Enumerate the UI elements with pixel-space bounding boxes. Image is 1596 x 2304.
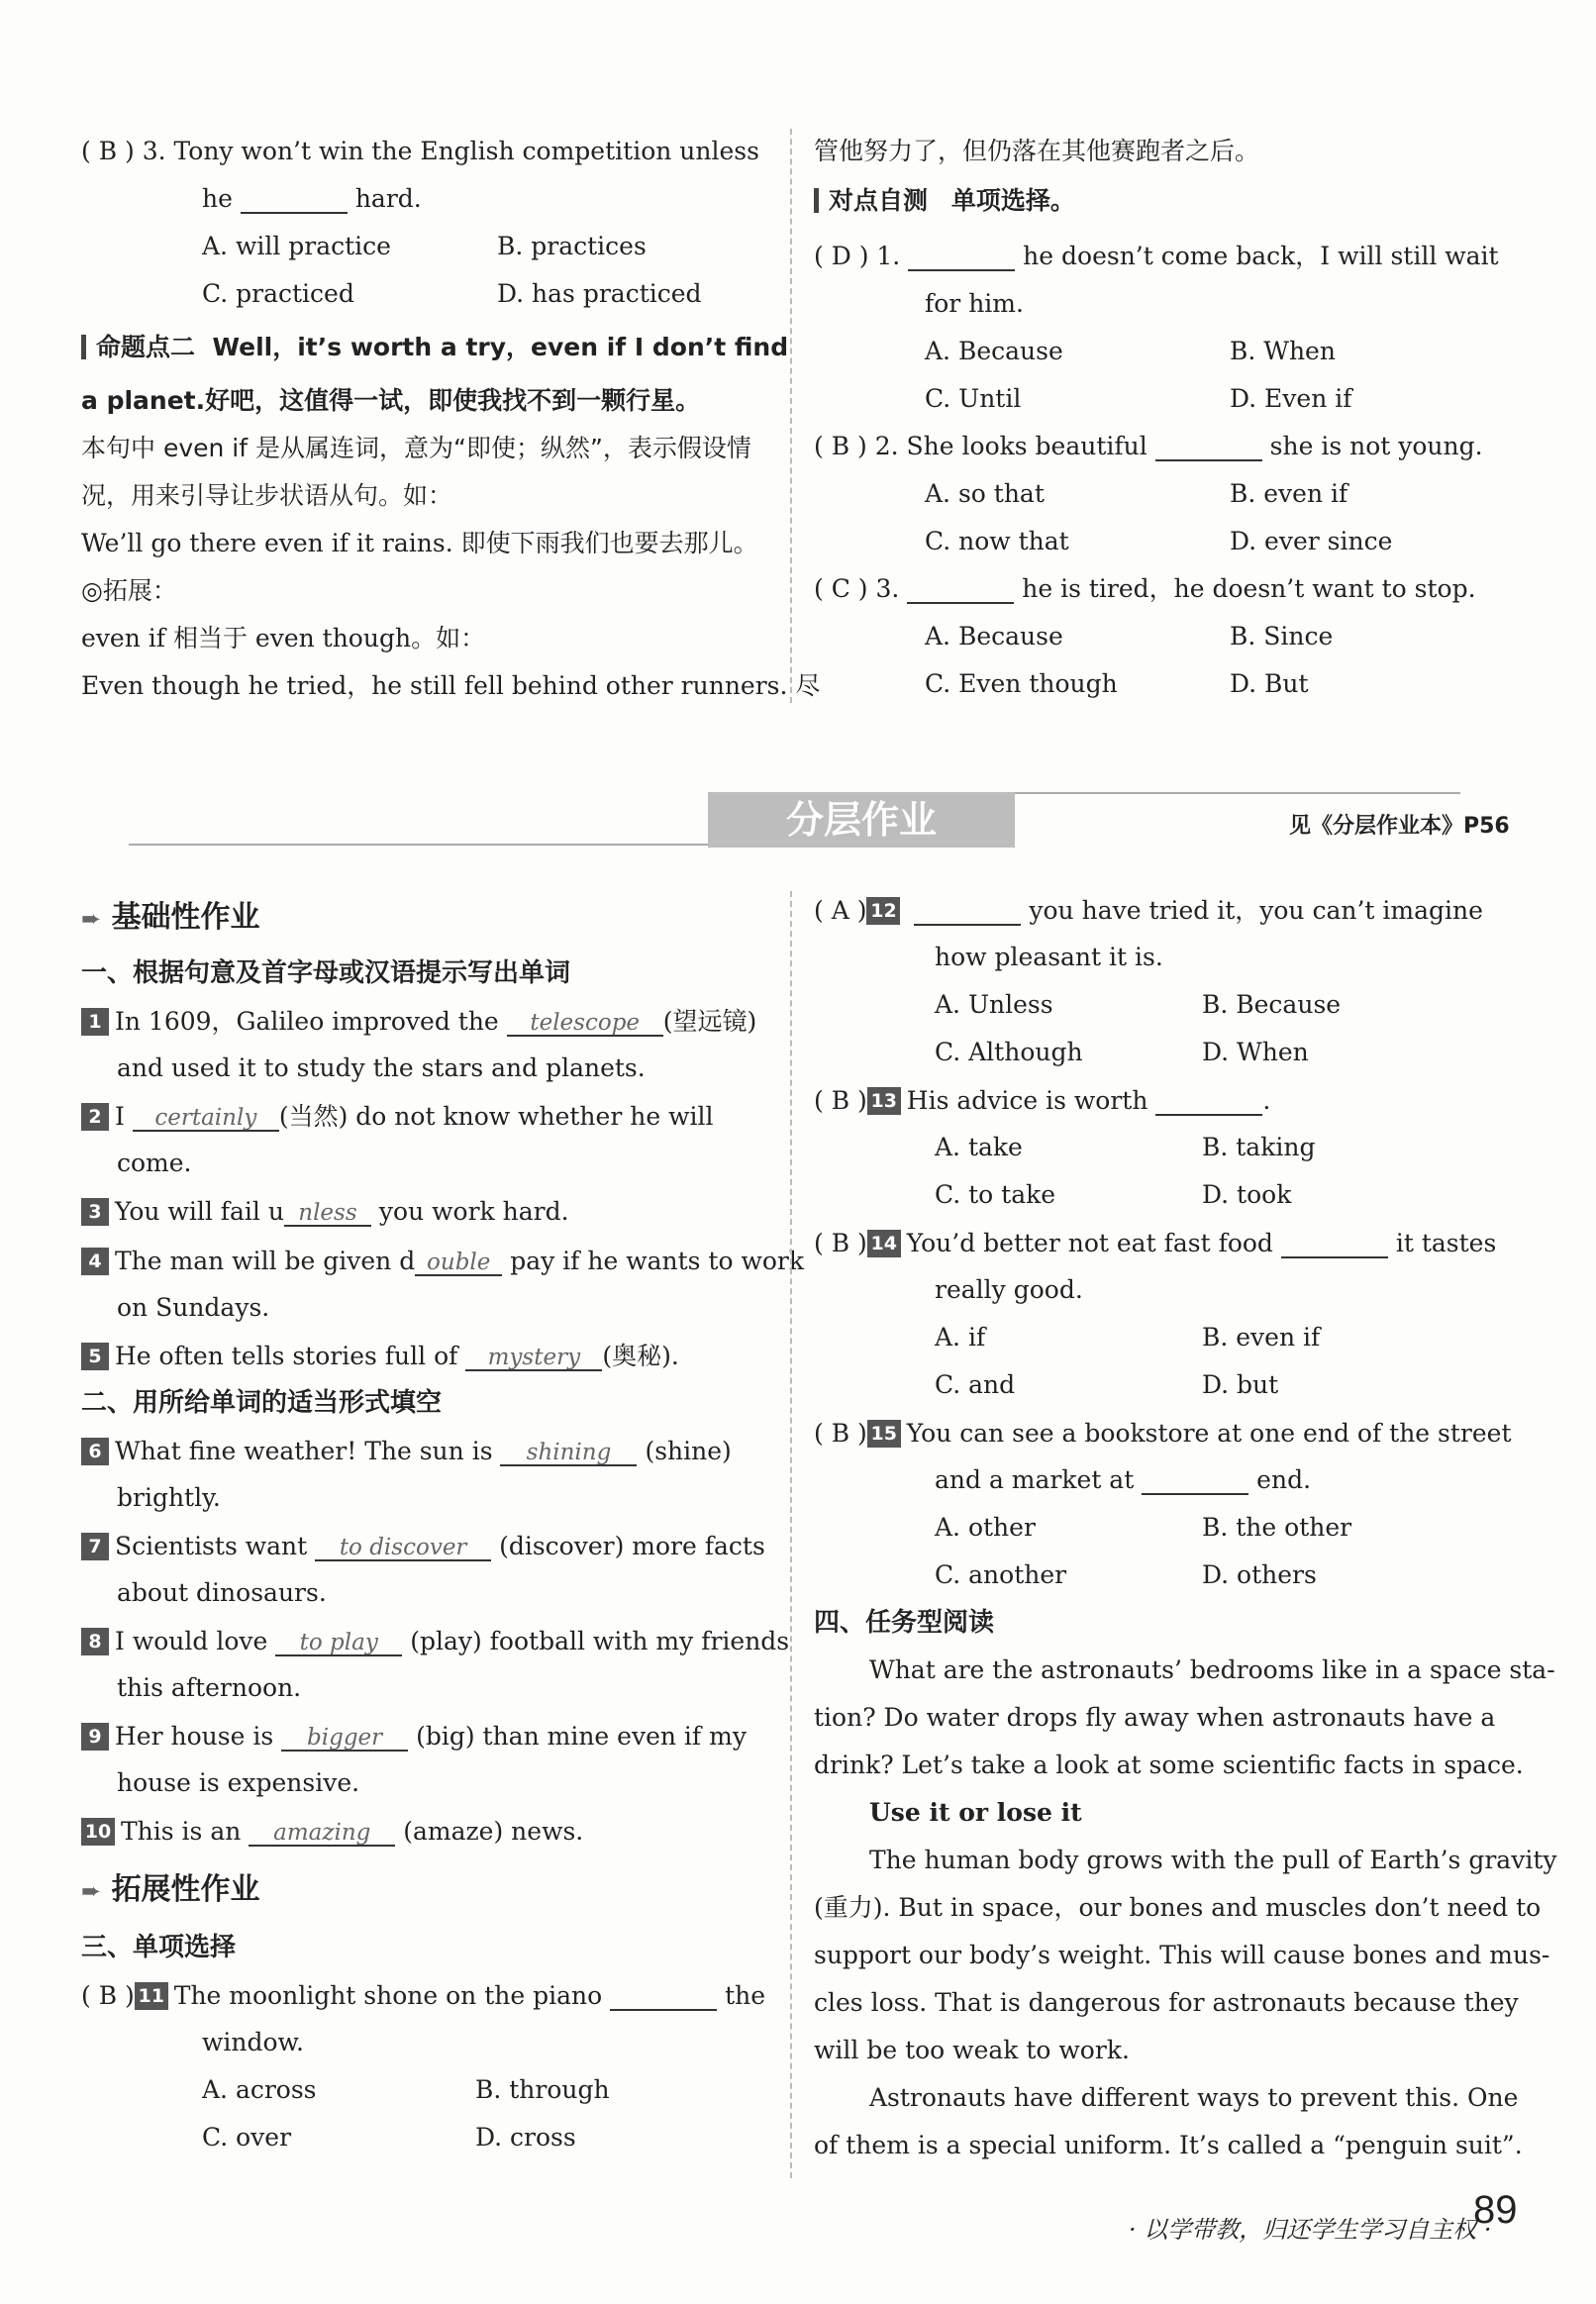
explanation-line2: 况，用来引导让步状语从句。如：	[81, 481, 453, 510]
option-c: C. over	[202, 2123, 292, 2152]
question-stem: it tastes	[1395, 1229, 1497, 1257]
point2-heading-line2	[81, 388, 700, 413]
filled-answer: telescope	[507, 1012, 663, 1037]
question-number: 2.	[874, 432, 899, 460]
extension-label: ◎拓展：	[81, 576, 177, 605]
item-5	[81, 1343, 679, 1371]
q15-line2	[935, 1467, 1311, 1495]
option-a: A. take	[935, 1133, 1023, 1161]
item-text: (play) football with my friends	[410, 1627, 790, 1655]
item-number: 15	[867, 1420, 901, 1448]
item-number: 5	[81, 1343, 109, 1370]
item-4-line1	[81, 1248, 804, 1276]
answer-blank	[1281, 1234, 1388, 1258]
item-text: This is an	[121, 1817, 242, 1846]
item-number: 4	[81, 1248, 109, 1275]
option-d: D. But	[1230, 669, 1309, 698]
option-d: D. Even if	[1230, 384, 1352, 413]
reading-p1-line1: What are the astronauts’ bedrooms like in a space sta-	[869, 1655, 1555, 1684]
answer-blank	[610, 1986, 717, 2011]
q14-line1	[814, 1230, 1496, 1258]
option-c: C. Even though	[925, 669, 1118, 698]
question-stem: You can see a bookstore at one end of the street	[906, 1419, 1512, 1448]
q14-line2: really good.	[935, 1275, 1083, 1304]
option-a: A. other	[935, 1513, 1036, 1542]
reading-p3-line2: of them is a special uniform. It’s called a “penguin suit”.	[814, 2131, 1523, 2159]
self-test-heading	[814, 188, 1075, 213]
item-number: 13	[867, 1087, 901, 1115]
question-number: 3.	[875, 574, 900, 603]
reading-p3-line1: Astronauts have different ways to prevent this. One	[869, 2083, 1519, 2112]
part4-heading: 四、任务型阅读	[814, 1608, 995, 1638]
item-text: (amaze) news.	[403, 1817, 584, 1846]
banner-reference: 见《分层作业本》P56	[1289, 814, 1510, 839]
item-number: 11	[135, 1982, 168, 2010]
question-stem: The moonlight shone on the piano	[173, 1981, 603, 2010]
question-number: 3.	[142, 137, 166, 165]
banner-rule-right	[1015, 792, 1460, 794]
item-1-line1	[81, 1008, 756, 1037]
option-b: B. Since	[1230, 622, 1334, 651]
item-7-line2: about dinosaurs.	[117, 1578, 327, 1607]
item-text: The man will be given d	[115, 1247, 416, 1275]
item-3	[81, 1198, 569, 1227]
option-b: B. even if	[1230, 479, 1348, 508]
answer-blank	[908, 247, 1015, 271]
filled-answer: to play	[275, 1632, 402, 1656]
column-divider-bottom	[790, 891, 792, 2178]
self-test-title: 单项选择。	[950, 186, 1075, 215]
rt-q2-line1	[814, 434, 1483, 461]
stem-text: hard.	[354, 184, 422, 213]
answer-blank	[914, 901, 1021, 926]
item-6-line2: brightly.	[117, 1483, 221, 1512]
item-8-line1	[81, 1628, 789, 1656]
item-number: 6	[81, 1438, 109, 1465]
option-d: D. cross	[475, 2123, 576, 2152]
item-number: 7	[81, 1533, 109, 1560]
item-9-line1	[81, 1723, 747, 1752]
item-2-line2: come.	[117, 1149, 192, 1177]
self-test-label: 对点自测	[814, 188, 928, 213]
item-number: 8	[81, 1628, 109, 1655]
point-translation: 好吧，这值得一试，即使我找不到一颗行星。	[205, 386, 701, 415]
item-1-line2: and used it to study the stars and planets.	[117, 1053, 646, 1082]
rt-q1-line1	[814, 244, 1499, 271]
question-stem: end.	[1256, 1465, 1312, 1494]
item-7-line1	[81, 1533, 765, 1561]
option-c: C. another	[935, 1560, 1067, 1589]
item-number: 14	[867, 1230, 901, 1257]
question-3-line2	[202, 186, 422, 214]
section-title-text: 基础性作业	[111, 900, 260, 935]
option-d: D. When	[1202, 1038, 1309, 1066]
part3-heading: 三、单项选择	[81, 1933, 237, 1962]
banner-rule-left	[129, 844, 708, 846]
item-text: (big) than mine even if my	[416, 1722, 747, 1751]
option-b: B. even if	[1202, 1323, 1321, 1352]
option-d: D. others	[1202, 1560, 1317, 1589]
item-number: 1	[81, 1008, 109, 1036]
answer-mark: ( C )	[814, 574, 868, 603]
answer-blank	[241, 189, 348, 214]
item-10	[81, 1818, 583, 1847]
q11-line1	[81, 1982, 765, 2011]
stem-text: he	[202, 184, 233, 213]
reading-p2-line5: will be too weak to work.	[814, 2036, 1130, 2064]
arrow-icon: ➨	[81, 905, 102, 933]
item-2-line1	[81, 1103, 713, 1132]
option-a: A. Because	[925, 337, 1063, 365]
item-text: I would love	[115, 1627, 268, 1655]
arrow-icon: ➨	[81, 1877, 102, 1905]
option-d: D. but	[1202, 1370, 1279, 1399]
question-number: 1.	[876, 242, 901, 270]
option-c: C. Although	[935, 1038, 1083, 1066]
option-a: A. if	[935, 1323, 986, 1352]
item-4-line2: on Sundays.	[117, 1293, 270, 1322]
item-text: pay if he wants to work	[510, 1247, 805, 1275]
reading-p2-line4: cles loss. That is dangerous for astronauts because they	[814, 1988, 1519, 2017]
item-number: 10	[81, 1818, 115, 1846]
item-text: You will fail u	[115, 1197, 284, 1226]
item-text: I	[115, 1102, 125, 1131]
reading-subtitle: Use it or lose it	[869, 1798, 1082, 1827]
item-6-line1	[81, 1438, 732, 1466]
footer-slogan: · 以学带教，归还学生学习自主权 ·	[1129, 2216, 1492, 2244]
option-c: C. practiced	[202, 279, 354, 308]
item-text: Her house is	[115, 1722, 274, 1751]
answer-mark: ( B )	[814, 1419, 867, 1448]
reading-p2-line1: The human body grows with the pull of Earth’s gravity	[869, 1846, 1557, 1874]
option-c: C. now that	[925, 527, 1069, 555]
q11-line2: window.	[202, 2028, 304, 2056]
item-number: 2	[81, 1103, 109, 1131]
item-text: (shine)	[645, 1437, 732, 1465]
option-a: A. Unless	[935, 990, 1053, 1019]
filled-answer: ouble	[415, 1252, 502, 1276]
option-b: B. Because	[1202, 990, 1342, 1019]
point-sentence: Well，it’s worth a try，even if I don’t find	[212, 333, 789, 361]
option-a: A. will practice	[202, 232, 391, 260]
item-text: (望远镜)	[662, 1007, 757, 1036]
answer-blank	[1155, 437, 1262, 461]
continued-text: 管他努力了，但仍落在其他赛跑者之后。	[814, 137, 1260, 165]
option-b: B. the other	[1202, 1513, 1352, 1542]
question-stem: you have tried it，you can’t imagine	[1029, 896, 1483, 925]
rt-q1-line2: for him.	[925, 289, 1024, 318]
item-text: What fine weather! The sun is	[115, 1437, 493, 1465]
answer-mark: ( B )	[814, 432, 867, 460]
answer-blank	[1142, 1470, 1248, 1495]
answer-blank	[907, 579, 1014, 604]
extended-homework-title	[81, 1872, 260, 1907]
item-8-line2: this afternoon.	[117, 1673, 302, 1702]
filled-answer: certainly	[133, 1107, 279, 1132]
question-stem: .	[1262, 1086, 1271, 1115]
column-divider-top	[790, 129, 792, 703]
item-text: you work hard.	[378, 1197, 569, 1226]
question-stem: She looks beautiful	[906, 432, 1147, 460]
rt-q3-line1	[814, 576, 1476, 604]
filled-answer: mystery	[465, 1347, 602, 1371]
reading-p2-line3: support our body’s weight. This will cause bones and mus-	[814, 1941, 1550, 1969]
question-stem: Tony won’t win the English competition unless	[173, 137, 759, 165]
item-number: 3	[81, 1198, 109, 1226]
part2-heading: 二、用所给单词的适当形式填空	[81, 1388, 443, 1418]
item-number: 12	[866, 897, 900, 925]
item-text: (当然) do not know whether he will	[278, 1102, 714, 1131]
question-stem: the	[725, 1981, 766, 2010]
reading-p1-line3: drink? Let’s take a look at some scientific facts in space.	[814, 1751, 1524, 1779]
q15-line1	[814, 1420, 1512, 1448]
section-title-text: 拓展性作业	[111, 1872, 260, 1907]
answer-mark: ( B )	[81, 137, 135, 165]
q12-line2: how pleasant it is.	[935, 943, 1163, 971]
item-text: (discover) more facts	[499, 1532, 765, 1560]
item-text: (奥秘).	[602, 1342, 679, 1370]
question-3-line1	[81, 139, 759, 163]
option-c: C. to take	[935, 1180, 1056, 1209]
filled-answer: shining	[500, 1442, 637, 1466]
question-stem: You’d better not eat fast food	[906, 1229, 1273, 1257]
question-stem: he is tired，he doesn’t want to stop.	[1022, 574, 1476, 603]
filled-answer: nless	[284, 1202, 371, 1227]
answer-blank	[1155, 1091, 1262, 1116]
option-a: A. Because	[925, 622, 1063, 651]
option-d: D. has practiced	[497, 279, 702, 308]
item-text: Scientists want	[115, 1532, 308, 1560]
option-b: B. through	[475, 2075, 610, 2104]
filled-answer: to discover	[315, 1537, 491, 1561]
question-stem: she is not young.	[1269, 432, 1483, 460]
item-number: 9	[81, 1723, 109, 1751]
point-sentence: a planet.	[81, 386, 206, 415]
option-a: A. across	[202, 2075, 317, 2104]
option-c: C. and	[935, 1370, 1016, 1399]
filled-answer: amazing	[249, 1822, 395, 1847]
item-text: He often tells stories full of	[115, 1342, 458, 1370]
option-c: C. Until	[925, 384, 1022, 413]
option-b: B. When	[1230, 337, 1336, 365]
reading-p2-line2: (重力). But in space，our bones and muscles don’t need to	[814, 1893, 1542, 1922]
extension-line2: Even though he tried，he still fell behind other runners. 尽	[81, 671, 821, 700]
explanation-line1: 本句中 even if 是从属连词，意为“即使；纵然”，表示假设情	[81, 434, 751, 462]
q12-line1	[814, 897, 1483, 926]
item-text: In 1609，Galileo improved the	[115, 1007, 499, 1036]
option-b: B. taking	[1202, 1133, 1316, 1161]
question-stem: His advice is worth	[906, 1086, 1148, 1115]
part1-heading: 一、根据句意及首字母或汉语提示写出单词	[81, 958, 571, 988]
option-d: D. ever since	[1230, 527, 1393, 555]
item-9-line2: house is expensive.	[117, 1768, 360, 1797]
reading-p1-line2: tion? Do water drops fly away when astronauts have a	[814, 1703, 1496, 1732]
answer-mark: ( A )	[814, 896, 867, 925]
q13-line1	[814, 1087, 1270, 1116]
option-b: B. practices	[497, 232, 647, 260]
basic-homework-title	[81, 900, 260, 935]
banner-title: 分层作业	[708, 792, 1015, 848]
question-stem: he doesn’t come back，I will still wait	[1023, 242, 1499, 270]
point2-heading	[81, 335, 788, 359]
option-a: A. so that	[925, 479, 1045, 508]
page-number: 89	[1473, 2188, 1518, 2232]
filled-answer: bigger	[281, 1727, 408, 1752]
answer-mark: ( B )	[814, 1086, 867, 1115]
answer-mark: ( D )	[814, 242, 869, 270]
point-label: 命题点二	[81, 335, 195, 359]
option-d: D. took	[1202, 1180, 1292, 1209]
answer-mark: ( B )	[81, 1981, 135, 2010]
answer-mark: ( B )	[814, 1229, 867, 1257]
extension-line1: even if 相当于 even though。如：	[81, 624, 486, 652]
question-stem: and a market at	[935, 1465, 1135, 1494]
example-sentence: We’ll go there even if it rains. 即使下雨我们也要去那儿。	[81, 529, 758, 557]
